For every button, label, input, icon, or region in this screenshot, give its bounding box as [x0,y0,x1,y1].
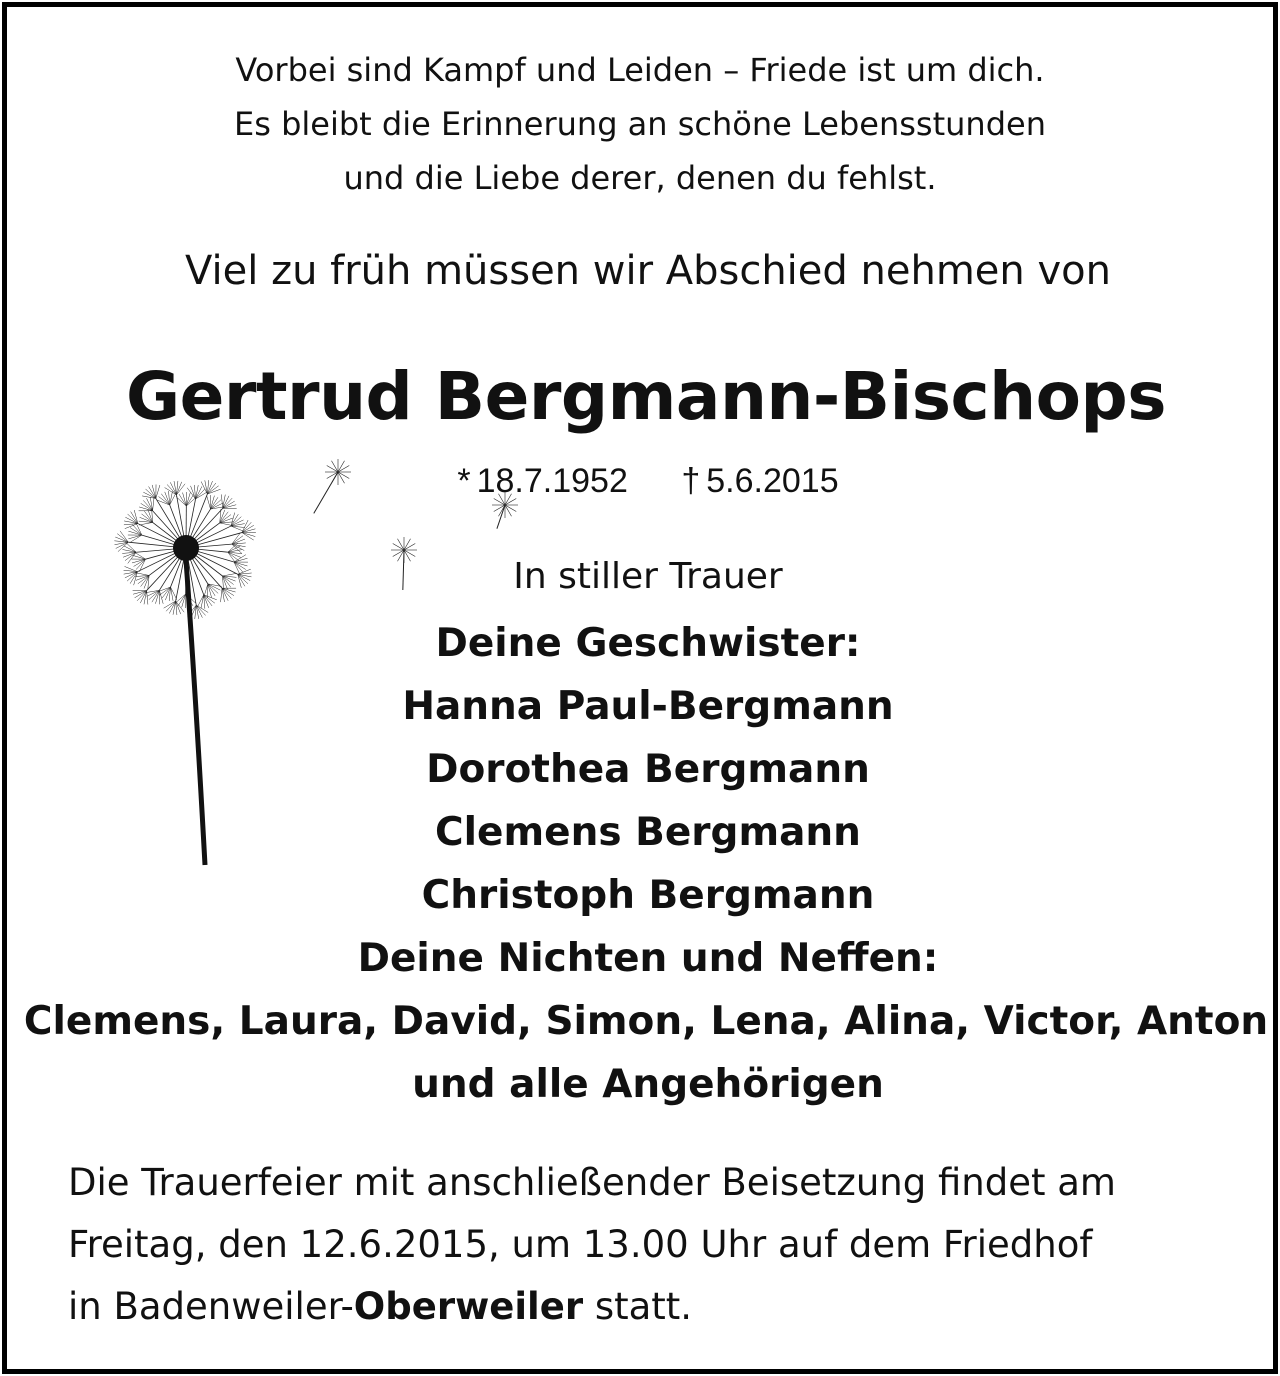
sibling-name: Dorothea Bergmann [426,747,870,792]
siblings-heading: Deine Geschwister: [435,621,861,666]
sibling-name: Hanna Paul-Bergmann [402,684,894,729]
intro-text: Viel zu früh müssen wir Abschied nehmen von [185,248,1111,294]
funeral-line-3-suffix: statt. [583,1285,693,1328]
funeral-location: Oberweiler [353,1285,584,1328]
verse-line-1: Vorbei sind Kampf und Leiden – Friede ist um dich. [235,51,1045,89]
birth-date [457,462,628,500]
sibling-name: Christoph Bergmann [421,873,875,918]
death-symbol: † [681,462,701,500]
death-date-value: 5.6.2015 [706,462,839,500]
sibling-name: Clemens Bergmann [435,810,861,855]
funeral-line-3-prefix: in Badenweiler- [68,1285,354,1328]
mourning-intro: In stiller Trauer [513,556,783,597]
deceased-name: Gertrud Bergmann-Bischops [125,358,1167,435]
verse-line-3: und die Liebe derer, denen du fehlst. [343,159,937,197]
nieces-heading: Deine Nichten und Neffen: [357,936,939,981]
birth-symbol: * [457,462,471,500]
verse-line-2: Es bleibt die Erinnerung an schöne Lebensstunden [234,105,1046,143]
funeral-line-1: Die Trauerfeier mit anschließender Beisetzung findet am [68,1161,1116,1204]
life-dates [8,462,1280,501]
death-date [681,462,838,500]
birth-date-value: 18.7.1952 [476,462,628,500]
funeral-line-2: Freitag, den 12.6.2015, um 13.00 Uhr auf dem Friedhof [68,1223,1093,1266]
funeral-line-3 [68,1276,1238,1338]
nieces-names: Clemens, Laura, David, Simon, Lena, Alina, Victor, Anton [23,999,1269,1044]
relatives-line: und alle Angehörigen [412,1062,884,1107]
